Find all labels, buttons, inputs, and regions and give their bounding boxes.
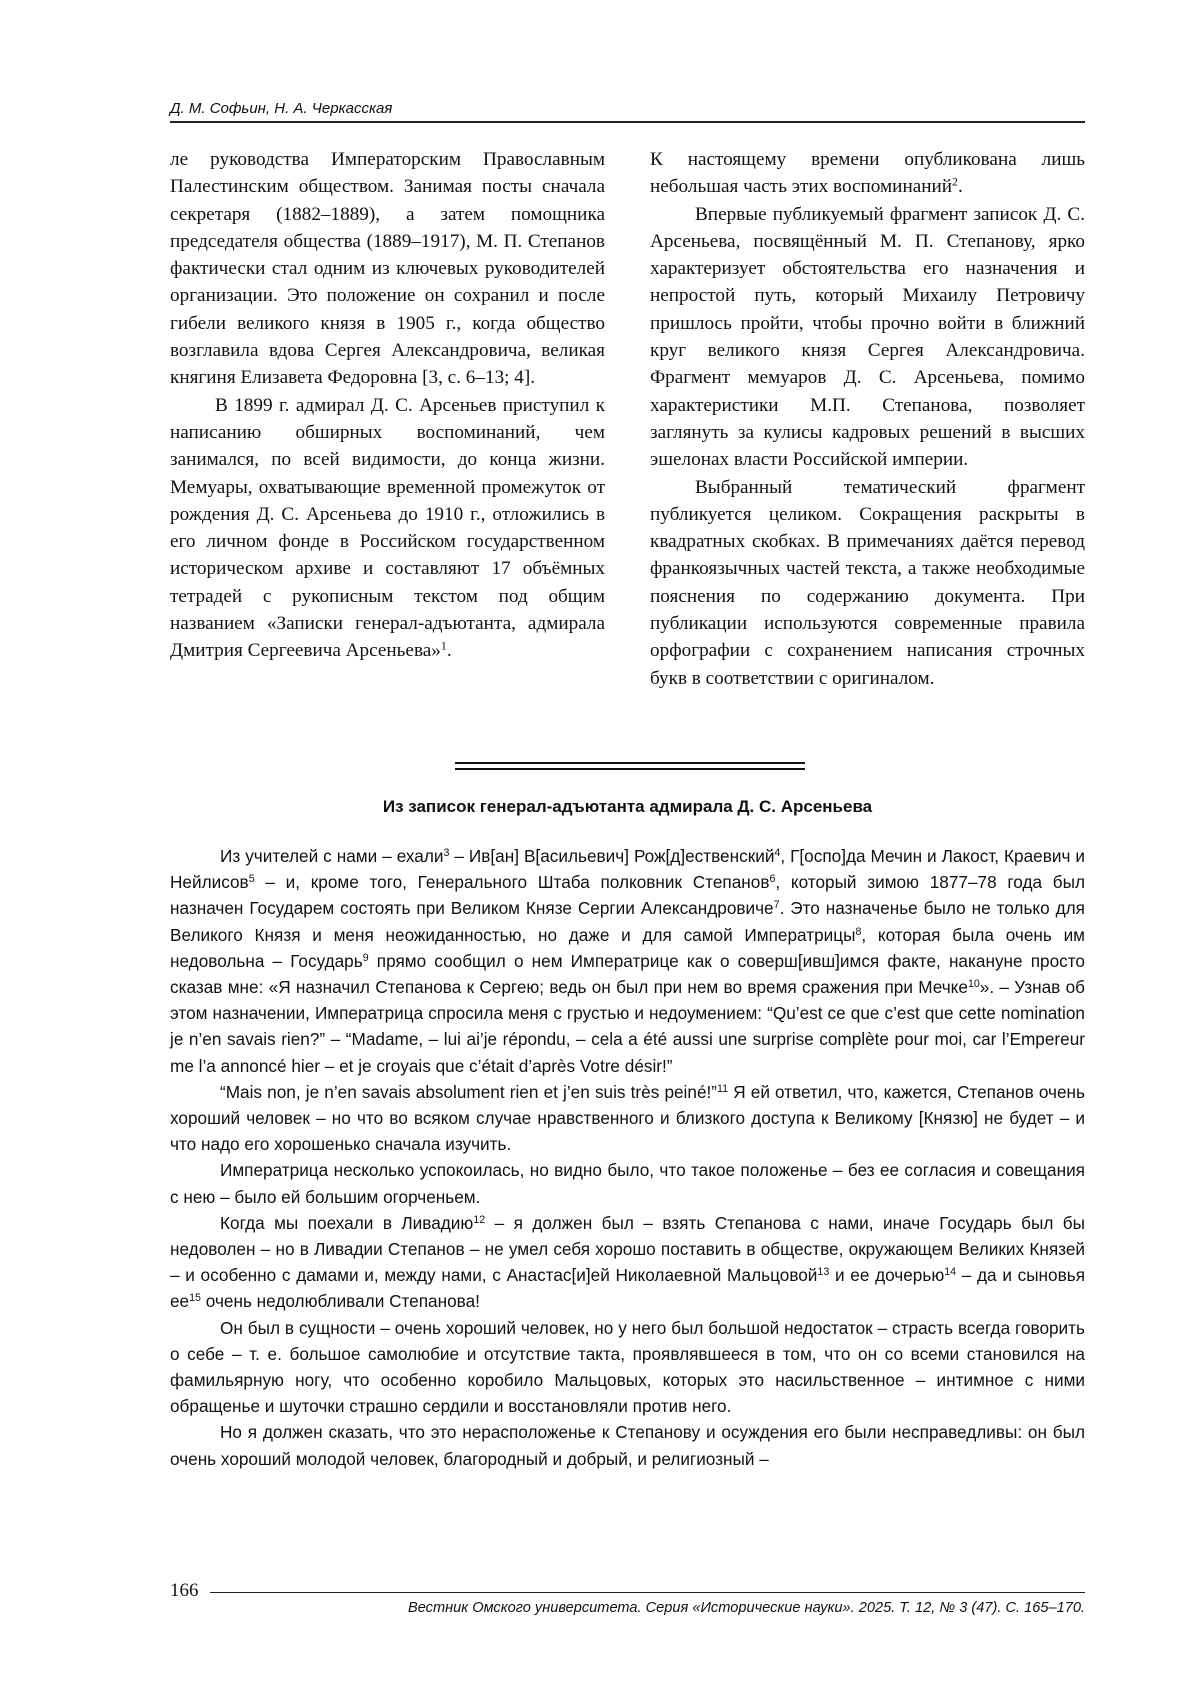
left-paragraph: ле руководства Императорским Православным Палестинским обществом. Занимая посты сначала секретаря (1882–1889), а затем помощника председателя общества (1889–1917), М. П. Степанов фактически стал одним из ключевых руководителей организации. Это положение он сохранил и после гибели великого князя в 1905 г., когда общество возглавила вдова Сергея Александровича, великая княгиня Елизавета Федоровна [3, с. 6–13; 4]. (170, 149, 605, 389)
left-paragraph (170, 392, 605, 665)
footnote-ref: 2 (952, 174, 958, 189)
paragraph-text: ». – Узнав об этом назначении, Императрица спросила меня с грустью и недоумением: “Qu’est ce que c’est que cette nomination je n’en savais rien?” – “Madame, – lui ai’je répondu, – cela a été aussi une surprise complète pour moi, car l’Empereur me l’a annoncé hier – et je croyais que c’était d’après Votre désir!” (170, 977, 1085, 1076)
footnote-ref: 11 (717, 1082, 729, 1095)
footer-rule (210, 1592, 1085, 1593)
paragraph-text: , Г[оспо]да Мечин и Лакост, Краевич и Нейлисов (170, 846, 1085, 893)
footnote-ref: 5 (248, 873, 255, 886)
paragraph-text: очень недолюбливали Степанова! (200, 1291, 480, 1312)
paragraph-text: , который зимою 1877–78 года был назначен Государем состоять при Великом Князе Сергии Александровиче (170, 872, 1085, 919)
main-paragraph: Но я должен сказать, что это нерасположенье к Степанову и осуждения его были несправедливы: он был очень хороший молодой человек, благородный и добрый, и религиозный – (170, 1422, 1085, 1469)
paragraph-text: . (446, 640, 452, 662)
paragraph-text: “Mais non, je n’en savais absolument rien et j’en suis très peiné!” (220, 1081, 717, 1102)
running-header: Д. М. Софьин, Н. А. Черкасская (170, 100, 393, 117)
paragraph-text: . (958, 176, 963, 198)
paragraph-text: прямо сообщил о нем Императрице как о соверш[ивш]имся факте, накануне просто сказав мне: «Я назначил Степанова к Сергею; ведь он был при нем во время сражения при Мечке (170, 950, 1085, 998)
footnote-ref: 12 (473, 1213, 486, 1226)
footnote-ref: 13 (817, 1266, 830, 1279)
footnote-ref: 7 (773, 899, 780, 912)
page-number: 166 (170, 1580, 199, 1601)
footnote-ref: 6 (769, 873, 776, 886)
section-title: Из записок генерал-адъютанта адмирала Д. С. Арсеньева (382, 797, 873, 816)
section-divider-top (455, 762, 805, 764)
footnote-ref: 14 (944, 1266, 957, 1279)
main-paragraph: Он был в сущности – очень хороший человек, но у него был большой недостаток – страсть всегда говорить о себе – т. е. большое самолюбие и отсутствие такта, проявлявшееся в том, что он со всеми становился на фамильярную ногу, что особенно коробило Мальцовых, которых это насильственное – интимное с ними обращенье и шуточки страшно сердили и восстановляли против него. (170, 1317, 1085, 1417)
paragraph-text: Из учителей с нами – ехали (220, 846, 444, 866)
main-paragraph: Императрица несколько успокоилась, но видно было, что такое положенье – без ее согласия и совещания с нею – было ей большим огорченьем. (170, 1160, 1085, 1207)
section-divider-bottom (455, 768, 805, 770)
footnote-ref: 10 (967, 978, 980, 991)
right-paragraph: Впервые публикуемый фрагмент записок Д. С. Арсеньева, посвящённый М. П. Степанову, ярко характеризует обстоятельства его назначения и непростой путь, который Михаилу Петровичу пришлось пройти, чтобы прочно войти в ближний круг великого князя Сергея Александровича. Фрагмент мемуаров Д. С. Арсеньева, помимо характеристики М.П. Степанова, позволяет заглянуть за кулисы кадровых решений в высших эшелонах власти Российской империи. (650, 203, 1085, 471)
paragraph-text: . Это назначенье было не только для Великого Князя и меня неожиданностью, но даже и для самой Императрицы (170, 898, 1085, 945)
right-paragraph (650, 146, 1085, 201)
paragraph-text: – я должен был – взять Степанова с нами, иначе Государь был бы недоволен – но в Ливадии Степанов – не умел себя хорошо поставить в обществе, окружающем Великих Князей – и особенно с дамами и, между нами, с Анастас[и]ей Николаевной Мальцовой (170, 1212, 1086, 1286)
paragraph-text: – и, кроме того, Генерального Штаба полковник Степанов (254, 872, 770, 893)
footnote-ref: 1 (440, 638, 447, 653)
main-paragraph (170, 843, 1085, 1079)
main-paragraph (170, 1079, 1085, 1158)
right-paragraph: Выбранный тематический фрагмент публикуется целиком. Сокращения раскрыты в квадратных скобках. В примечаниях даётся перевод франкоязычных частей текста, а также необходимые пояснения по содержанию документа. При публикации используются современные правила орфографии с сохранением написания строчных букв в соответствии с оригиналом. (650, 476, 1085, 689)
two-column-intro (170, 146, 1085, 692)
footnote-ref: 9 (362, 951, 369, 964)
paragraph-text: – да и сыновья ее (170, 1265, 1086, 1312)
footnote-ref: 8 (855, 925, 862, 938)
left-column (170, 146, 605, 692)
main-paragraph (170, 1210, 1085, 1315)
paragraph-text: Когда мы поехали в Ливадию (220, 1212, 474, 1233)
paragraph-text: – Ив[ан] В[асильевич] Рож[д]ественский (449, 846, 775, 866)
paragraph-text: , которая была очень им недовольна – Государь (170, 924, 1086, 971)
footnote-ref: 15 (189, 1292, 201, 1305)
right-column (650, 146, 1085, 692)
footnote-ref: 4 (774, 847, 781, 860)
main-text (170, 843, 1085, 1472)
paragraph-text: и ее дочерью (829, 1265, 945, 1286)
paragraph-text: К настоящему времени опубликована лишь небольшая часть этих воспоминаний (650, 149, 1085, 198)
journal-citation: Вестник Омского университета. Серия «Исторические науки». 2025. Т. 12, № 3 (47). С. 165–170. (407, 1600, 1085, 1616)
paragraph-text: В 1899 г. адмирал Д. С. Арсеньев приступил к написанию обширных воспоминаний, чем занимался, по всей видимости, до конца жизни. Мемуары, охватывающие временной промежуток от рождения Д. С. Арсеньева до 1910 г., отложились в его личном фонде в Российском государственном историческом архиве и составляют 17 объёмных тетрадей с рукописным текстом под общим названием «Записки генерал-адъютанта, адмирала Дмитрия Сергеевича Арсеньева» (170, 394, 605, 662)
paragraph-text: Я ей ответил, что, кажется, Степанов очень хороший человек – но что во всяком случае нравственного и близкого доступа к Великому [Князю] не будет – и что надо его хорошенько сначала изучить. (170, 1081, 1085, 1155)
header-rule (170, 121, 1085, 123)
footnote-ref: 3 (443, 847, 450, 860)
